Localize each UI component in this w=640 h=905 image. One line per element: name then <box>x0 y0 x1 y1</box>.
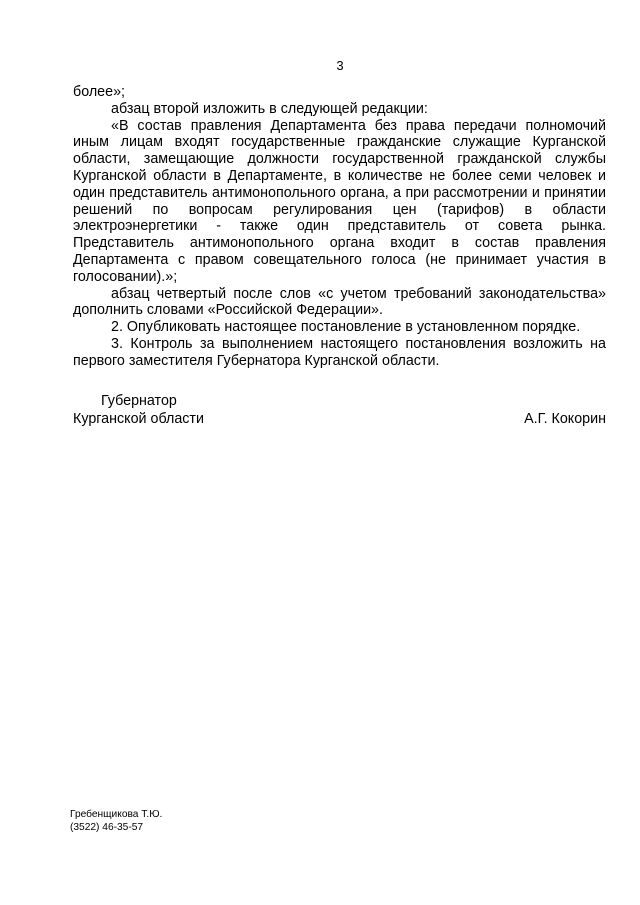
signature-block <box>73 393 606 428</box>
signatory-region: Курганской области <box>73 410 204 427</box>
executor-name: Гребенщикова Т.Ю. <box>70 809 163 820</box>
executor-phone: (3522) 46-35-57 <box>70 822 144 833</box>
document-body <box>73 84 606 370</box>
executor-footer <box>70 808 162 834</box>
paragraph-amendment-intro: абзац второй изложить в следующей редакции: <box>111 100 428 117</box>
page-number: 3 <box>336 58 344 73</box>
paragraph-item-3: 3. Контроль за выполнением настоящего постановления возложить на первого заместителя Губернатора Курганской области. <box>73 335 606 369</box>
paragraph-item-2: 2. Опубликовать настоящее постановление в установленном порядке. <box>111 319 581 336</box>
paragraph-amendment-text: «В состав правления Департамента без права передачи полномочий иным лицам входят государственные гражданские служащие Курганской области, замещающие должности государственной гражданской службы Курганской области в Департаменте, в количестве не более семи человек и один представитель антимонопольного органа, а при рассмотрении и принятии решений по вопросам регулирования цен (тарифов) в области электроэнергетики - также один представитель от совета рынка. Представитель антимонопольного органа входит в состав правления Департамента с правом совещательного голоса (не принимает участия в голосовании).»; <box>73 117 606 285</box>
paragraph-amendment-fourth: абзац четвертый после слов «с учетом требований законодательства» дополнить словами «Российской Федерации». <box>73 285 606 319</box>
paragraph-continuation: более»; <box>73 84 125 100</box>
signatory-title: Губернатор <box>101 393 177 409</box>
signatory-name: А.Г. Кокорин <box>524 410 606 427</box>
